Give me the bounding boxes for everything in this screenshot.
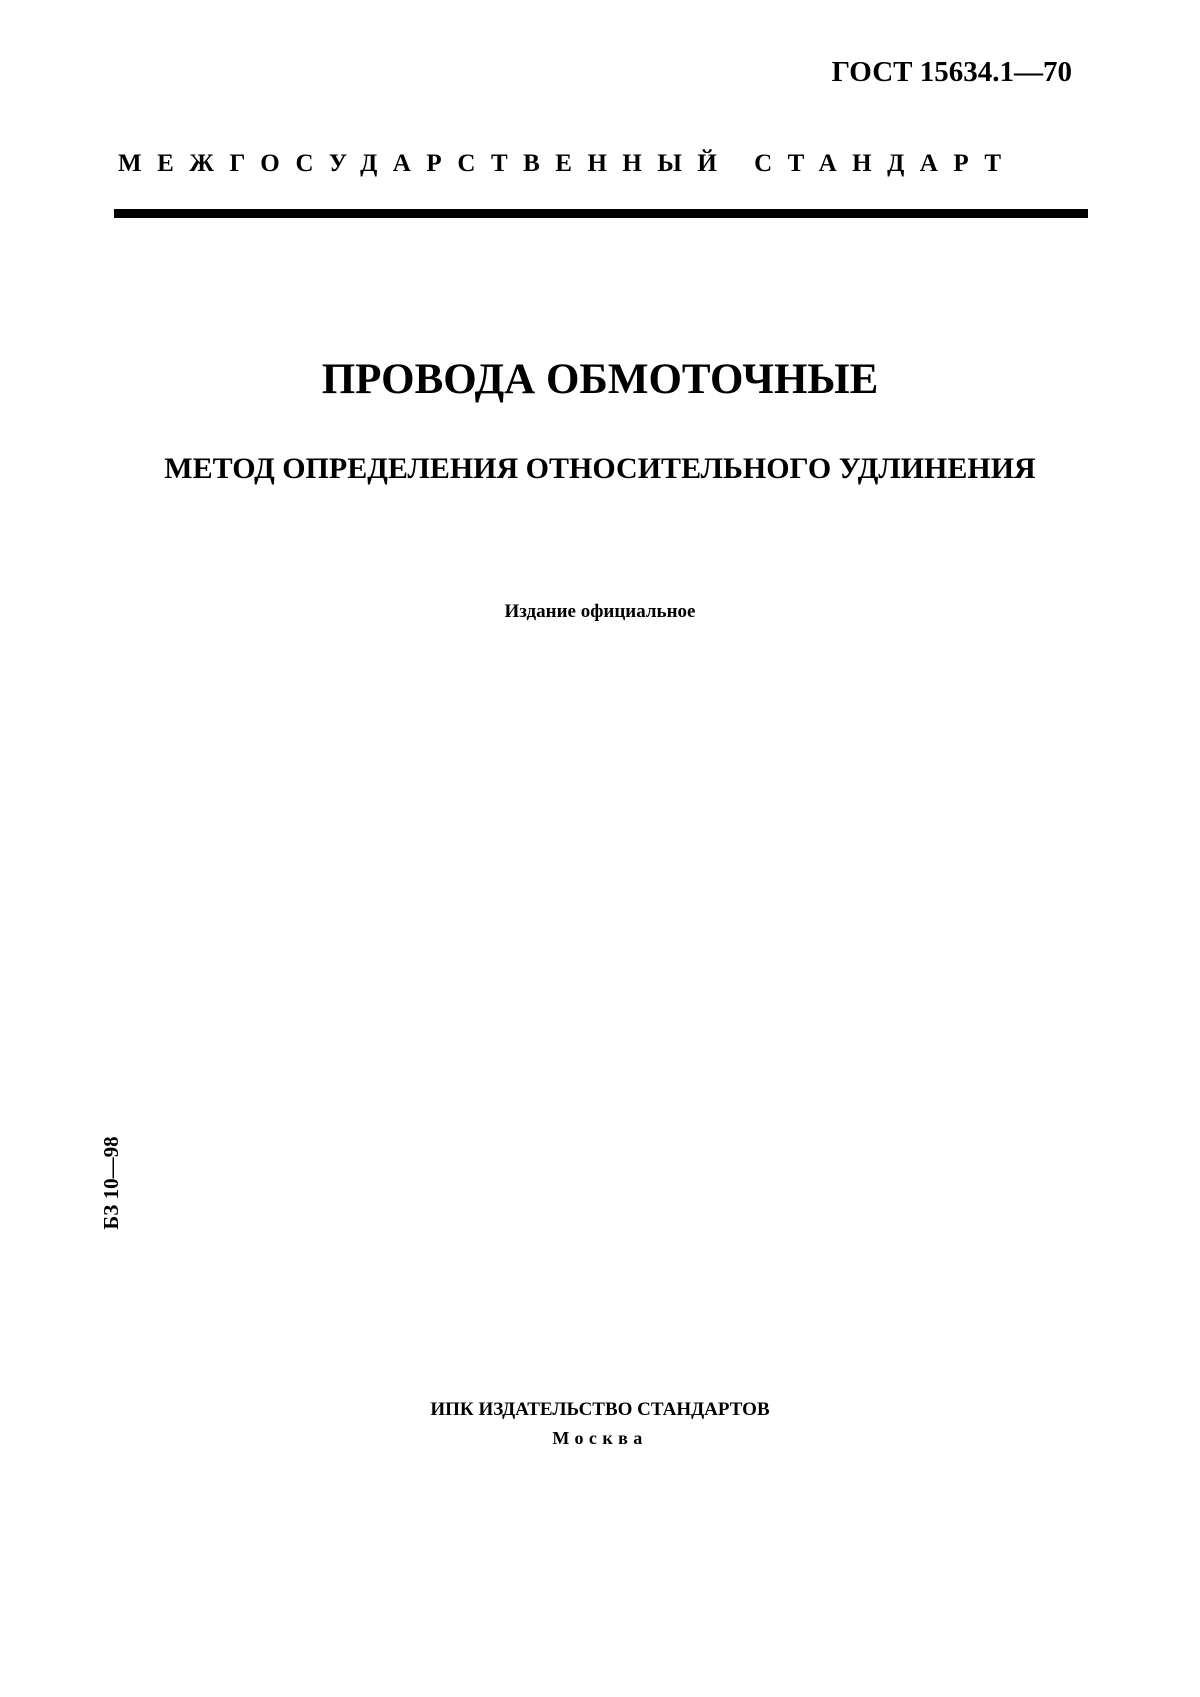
document-code: ГОСТ 15634.1—70 bbox=[831, 56, 1072, 88]
standard-type-heading: МЕЖГОСУДАРСТВЕННЫЙ СТАНДАРТ bbox=[118, 150, 1017, 177]
document-title: ПРОВОДА ОБМОТОЧНЫЕ bbox=[321, 356, 879, 403]
header-divider bbox=[114, 209, 1088, 218]
publisher-name: ИПК ИЗДАТЕЛЬСТВО СТАНДАРТОВ bbox=[430, 1399, 770, 1420]
side-catalog-code: БЗ 10—98 bbox=[99, 1136, 123, 1230]
edition-note: Издание официальное bbox=[504, 601, 696, 622]
document-subtitle: МЕТОД ОПРЕДЕЛЕНИЯ ОТНОСИТЕЛЬНОГО УДЛИНЕНИЯ bbox=[164, 452, 1036, 485]
publisher-city: Москва bbox=[552, 1428, 648, 1448]
